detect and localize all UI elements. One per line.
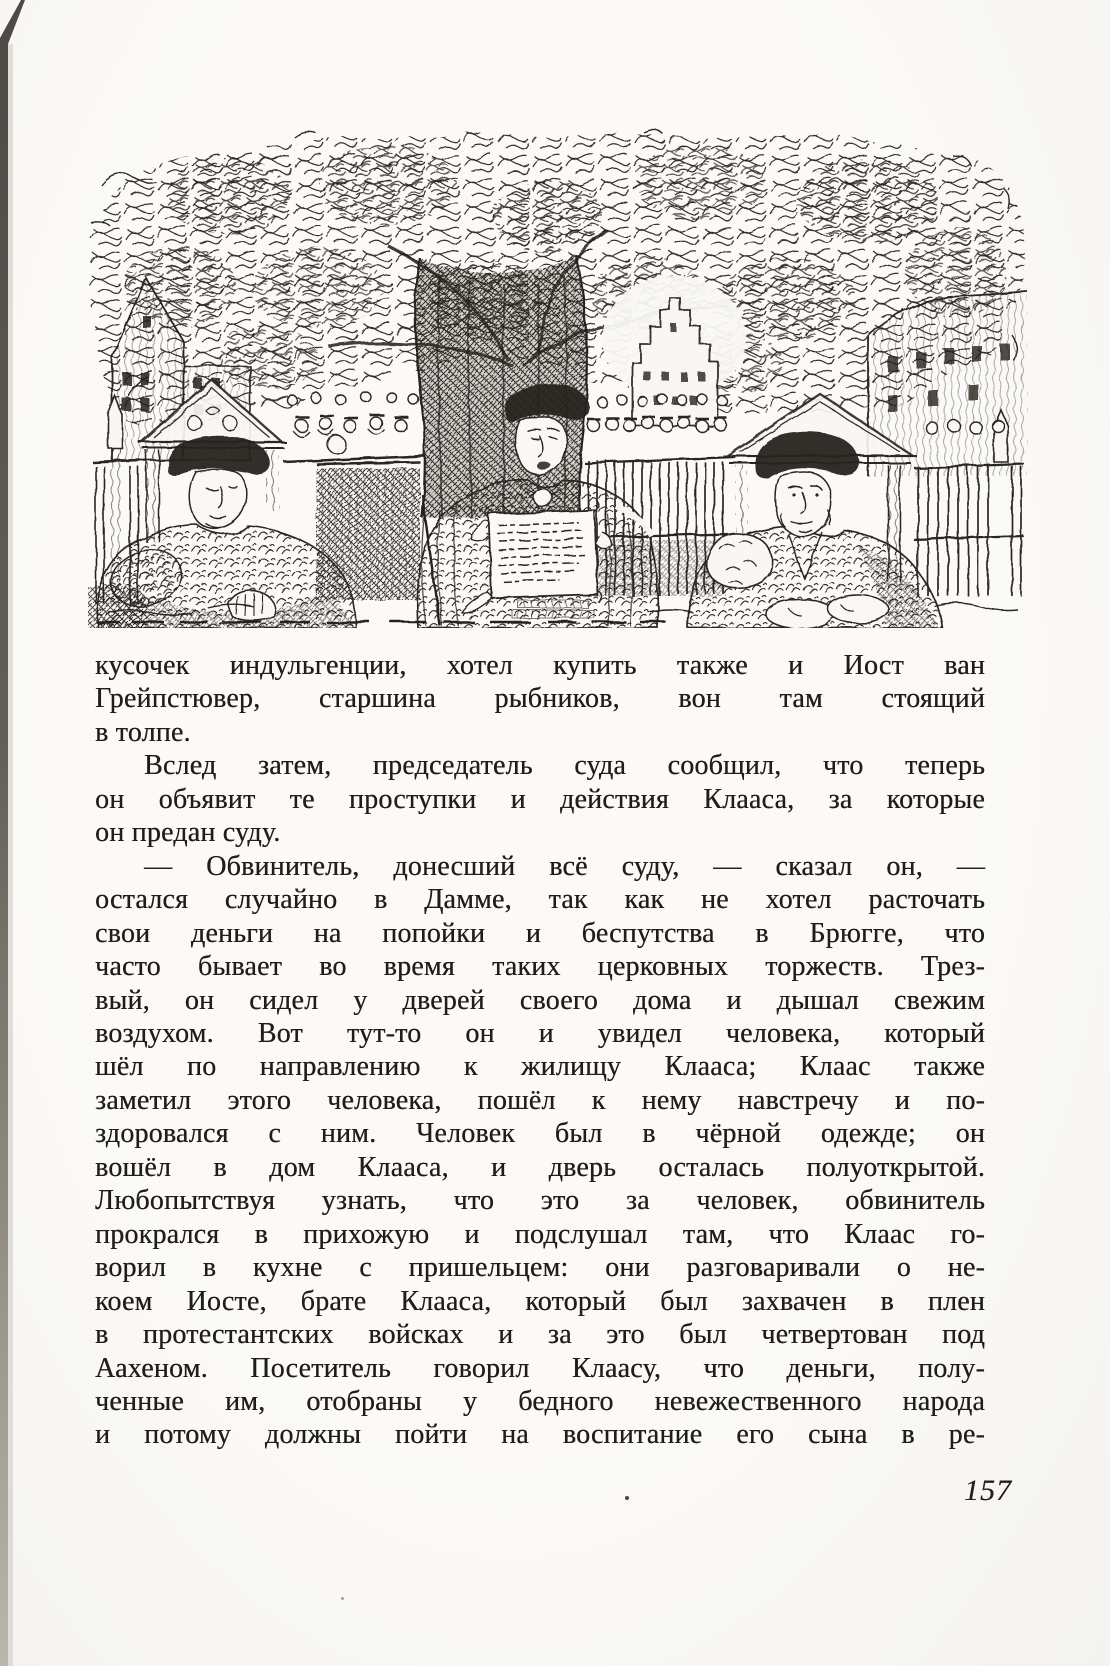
text-line: вый, он сидел у дверей своего дома и дышал свежим [95,984,985,1016]
text-line: он предан суду. [95,817,281,849]
court-scene-drawing [88,126,1028,628]
ink-speck [625,1496,629,1500]
text-line: здоровался с ним. Человек был в чёрной одежде; он [95,1118,985,1150]
text-line: остался случайно в Дамме, так как не хотел расточать [95,884,985,916]
page-number: 157 [964,1474,1012,1507]
text-line: Грейпстювер, старшина рыбников, вон там стоящий [95,683,985,715]
text-line: прокрался в прихожую и подслушал там, что Клаас го- [95,1218,985,1250]
text-line: в толпе. [95,716,191,748]
text-line: он объявит те проступки и действия Клааса, за которые [95,783,985,815]
text-line: вошёл в дом Клааса, и дверь осталась полуоткрытой. [95,1151,985,1183]
illustration-court-scene [88,126,1028,628]
text-line: кусочек индульгенции, хотел купить также и Иост ван [95,650,985,681]
text-line: в протестантских войсках и за это был четвертован под [95,1319,985,1351]
text-line: Аахеном. Посетитель говорил Клаасу, что деньги, полу- [95,1352,985,1384]
text-line: ворил в кухне с пришельцем: они разговаривали о не- [95,1252,985,1284]
text-line: свои деньги на попойки и беспутства в Брюгге, что [95,917,985,949]
text-line: заметил этого человека, пошёл к нему навстречу и по- [95,1084,985,1116]
ink-speck [341,1597,344,1600]
body-text [95,649,985,1452]
text-line: воздухом. Вот тут-то он и увидел человека, который [95,1017,985,1049]
scan-edge-artifact [0,0,30,1666]
text-line: и потому должны пойти на воспитание его сына в ре- [95,1419,985,1451]
text-line: ченные им, отобраны у бедного невежественного народа [95,1385,985,1417]
text-line: Любопытствуя узнать, что это за человек, обвинитель [95,1185,985,1217]
text-line: шёл по направлению к жилищу Клааса; Клаас также [95,1051,985,1083]
text-line: коем Иосте, брате Клааса, который был захвачен в плен [95,1285,985,1317]
text-line: часто бывает во время таких церковных торжеств. Трез- [95,951,985,983]
text-line: Вслед затем, председатель суда сообщил, что теперь [144,750,985,782]
text-line: — Обвинитель, донесший всё суду, — сказал он, — [144,850,985,882]
